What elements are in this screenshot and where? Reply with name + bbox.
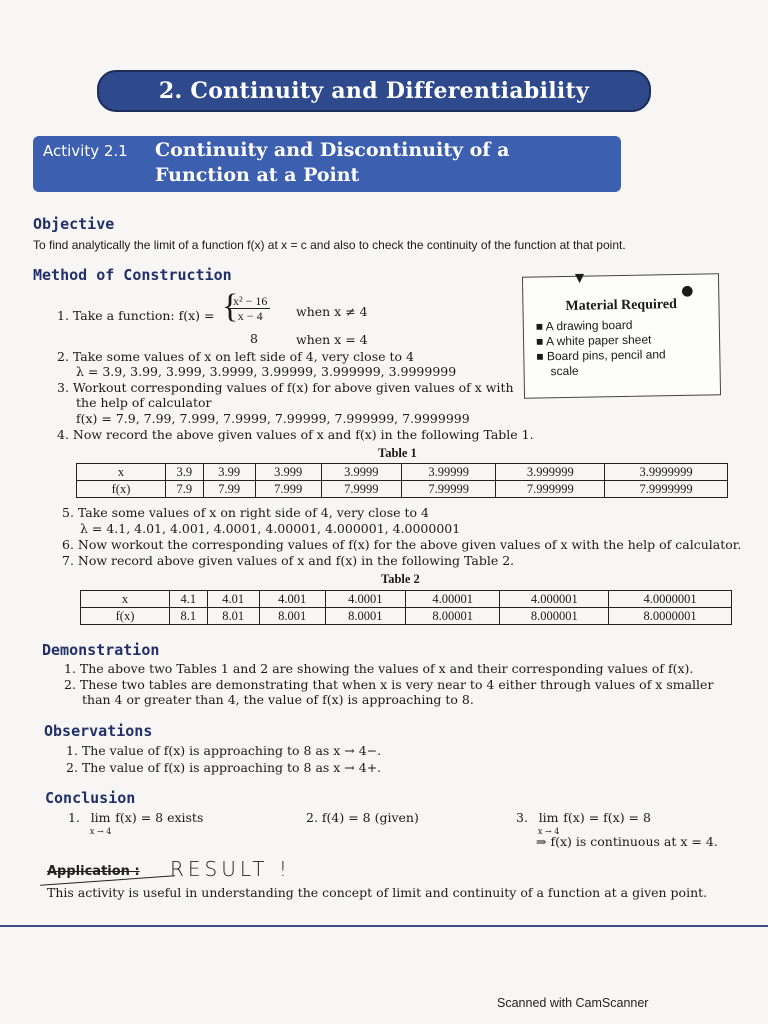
table-cell: 4.00001 — [406, 591, 500, 608]
case1-denominator: x − 4 — [237, 309, 263, 323]
method-step1: 1. Take a function: f(x) = — [57, 308, 215, 323]
table2-caption: Table 2 — [381, 572, 420, 586]
table-row — [81, 591, 732, 608]
table1-caption: Table 1 — [378, 446, 417, 460]
table-cell: 7.99 — [203, 481, 255, 498]
page-bottom-rule — [0, 925, 768, 927]
observations-item1: 1. The value of f(x) is approaching to 8 as x → 4−. — [66, 743, 382, 758]
objective-heading: Objective — [33, 215, 115, 233]
table-cell: 3.99999 — [402, 464, 496, 481]
observations-heading: Observations — [44, 722, 153, 740]
conclusion-item2: 2. f(4) = 8 (given) — [306, 810, 419, 825]
table-cell: f(x) — [81, 608, 170, 625]
table-cell: 4.0000001 — [609, 591, 732, 608]
table-row — [81, 608, 732, 625]
table-cell: 8.00001 — [406, 608, 500, 625]
table-cell: 8.0001 — [325, 608, 405, 625]
method-step7: 7. Now record above given values of x and f(x) in the following Table 2. — [62, 553, 515, 568]
limit-symbol: lim — [538, 810, 559, 825]
table-cell: x — [81, 591, 170, 608]
case2-value: 8 — [250, 331, 258, 346]
table-cell: 7.9 — [166, 481, 204, 498]
application-text: This activity is useful in understanding the concept of limit and continuity of a function at a given point. — [47, 885, 708, 900]
method-step2: 2. Take some values of x on left side of 4, very close to 4 — [57, 349, 414, 364]
activity-label: Activity 2.1 — [43, 142, 128, 160]
table-cell: 8.000001 — [500, 608, 609, 625]
table-cell: 3.999999 — [496, 464, 605, 481]
activity-banner — [33, 136, 621, 192]
method-step6: 6. Now workout the corresponding values of f(x) for the above given values of x with the help of calculator. — [62, 537, 742, 552]
table-cell: x — [77, 464, 166, 481]
limit-symbol: lim — [90, 810, 111, 825]
case1-condition: when x ≠ 4 — [296, 304, 368, 319]
conclusion-item3-line2: ⇒ f(x) is continuous at x = 4. — [536, 834, 718, 849]
pushpin-icon: ▼ — [574, 270, 585, 285]
table-cell: 3.9 — [166, 464, 204, 481]
material-item — [536, 362, 666, 379]
table1 — [76, 463, 728, 498]
material-list — [536, 317, 666, 379]
table-cell: 4.000001 — [500, 591, 609, 608]
method-step5: 5. Take some values of x on right side of 4, very close to 4 — [62, 505, 429, 520]
table-cell: 7.9999 — [321, 481, 401, 498]
activity-title-line1: Continuity and Discontinuity of a — [155, 139, 510, 161]
table-cell: 4.1 — [170, 591, 208, 608]
table-cell: 7.999999 — [496, 481, 605, 498]
limit-subscript: x → 4 — [537, 827, 560, 836]
handwritten-result: RESULT ! — [170, 857, 291, 881]
table-cell: 4.001 — [259, 591, 325, 608]
table-cell: 7.99999 — [402, 481, 496, 498]
demonstration-item2-line1: 2. These two tables are demonstrating that when x is very near to 4 either through values of x smaller — [64, 677, 714, 692]
material-item-label: Board pins, pencil and — [546, 347, 666, 364]
observations-item2: 2. The value of f(x) is approaching to 8 as x → 4+. — [66, 760, 382, 775]
table-row — [77, 464, 728, 481]
pin-icon: ● — [681, 282, 694, 299]
material-item-label: scale — [550, 363, 579, 379]
method-step3-values: f(x) = 7.9, 7.99, 7.999, 7.9999, 7.99999, 7.999999, 7.9999999 — [76, 411, 470, 426]
demonstration-item1: 1. The above two Tables 1 and 2 are showing the values of x and their corresponding values of f(x). — [64, 661, 694, 676]
case1-fraction — [230, 294, 270, 323]
method-step4: 4. Now record the above given values of x and f(x) in the following Table 1. — [57, 427, 534, 442]
case1-numerator: x² − 16 — [230, 294, 270, 309]
table2 — [80, 590, 732, 625]
material-heading: Material Required — [565, 297, 677, 314]
chapter-title: 2. Continuity and Differentiability — [97, 70, 651, 112]
table-cell: 3.9999 — [321, 464, 401, 481]
method-step5-values: λ = 4.1, 4.01, 4.001, 4.0001, 4.00001, 4.000001, 4.0000001 — [80, 521, 461, 536]
demonstration-item2-line2: than 4 or greater than 4, the value of f(x) is approaching to 8. — [82, 692, 474, 707]
limit-expression: f(x) = 8 exists — [115, 810, 204, 825]
limit-expression: f(x) = f(x) = 8 — [563, 810, 651, 825]
table-cell: f(x) — [77, 481, 166, 498]
bullet-icon: ■ — [536, 349, 544, 364]
table-row — [77, 481, 728, 498]
objective-text: To find analytically the limit of a function f(x) at x = c and also to check the continuity of the function at that point. — [33, 238, 626, 252]
conclusion-number: 3. — [516, 810, 528, 825]
table-cell: 3.9999999 — [605, 464, 728, 481]
method-step3-line2: the help of calculator — [76, 395, 212, 410]
table-cell: 7.9999999 — [605, 481, 728, 498]
material-required-box — [522, 270, 721, 398]
material-item-label: A white paper sheet — [545, 332, 652, 349]
footer-watermark: Scanned with CamScanner — [497, 996, 649, 1010]
method-step2-values: λ = 3.9, 3.99, 3.999, 3.9999, 3.99999, 3.999999, 3.9999999 — [76, 364, 457, 379]
application-heading: Application : — [47, 864, 140, 879]
limit-subscript: x → 4 — [89, 827, 112, 836]
conclusion-heading: Conclusion — [45, 789, 136, 807]
table-cell: 3.999 — [255, 464, 321, 481]
bullet-icon: ■ — [535, 334, 544, 349]
activity-title-line2: Function at a Point — [155, 164, 360, 186]
demonstration-heading: Demonstration — [42, 641, 160, 659]
table-cell: 8.001 — [259, 608, 325, 625]
table-cell: 8.01 — [207, 608, 259, 625]
method-step3-line1: 3. Workout corresponding values of f(x) for above given values of x with — [57, 380, 514, 395]
table-cell: 8.0000001 — [609, 608, 732, 625]
table-cell: 4.0001 — [325, 591, 405, 608]
conclusion-item1 — [68, 810, 203, 842]
conclusion-number: 1. — [68, 810, 80, 825]
method-heading: Method of Construction — [33, 266, 232, 284]
table-cell: 3.99 — [203, 464, 255, 481]
activity-title — [155, 138, 509, 188]
brace-icon: { — [222, 288, 239, 325]
material-item-label: A drawing board — [545, 317, 633, 334]
table-cell: 7.999 — [255, 481, 321, 498]
bullet-icon: ■ — [535, 319, 544, 334]
table-cell: 8.1 — [170, 608, 208, 625]
case2-condition: when x = 4 — [296, 332, 368, 347]
material-item — [536, 347, 666, 364]
table-cell: 4.01 — [207, 591, 259, 608]
